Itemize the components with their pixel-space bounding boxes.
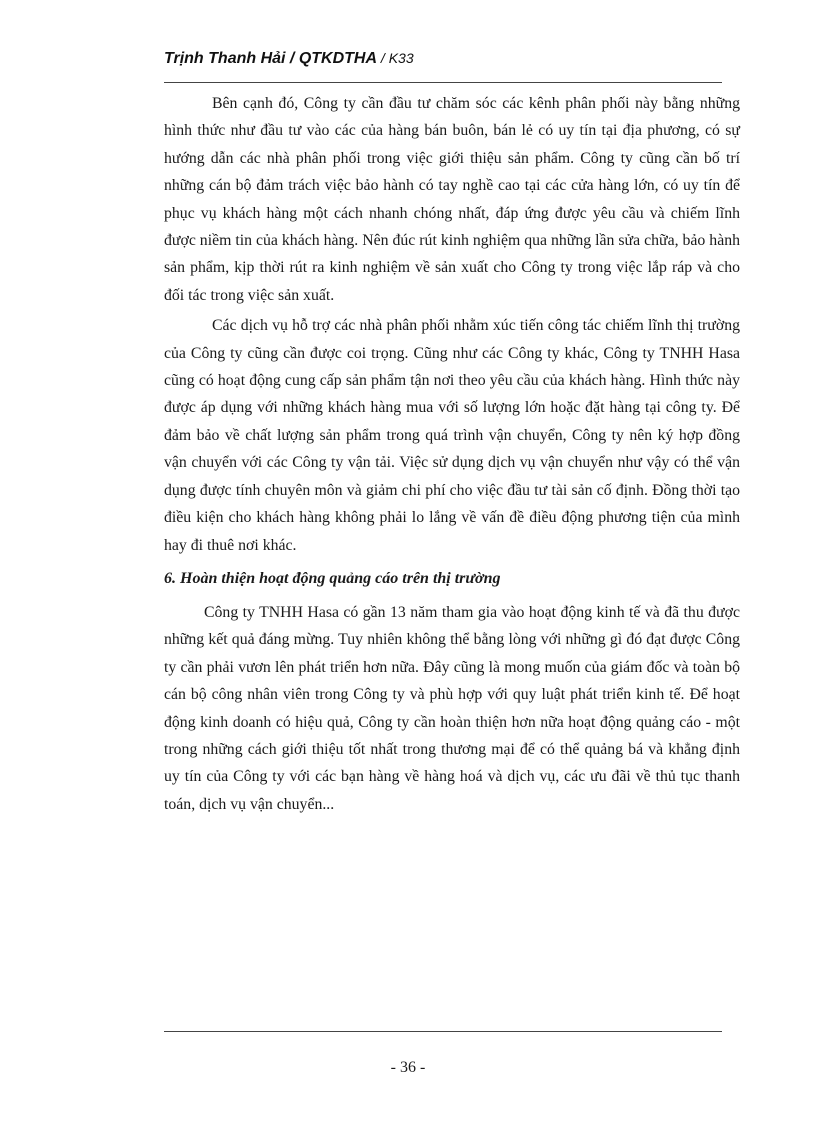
paragraph-support-services: Các dịch vụ hỗ trợ các nhà phân phối nhằm xúc tiến công tác chiếm lĩnh thị trường của Công ty cũng cần được coi trọng. Cũng như các Công ty khác, Công ty TNHH Hasa cũng có hoạt động cung cấp sản phẩm tận nơi theo yêu cầu của khách hàng. Hình thức này được áp dụng với những khách hàng mua với số lượng lớn hoặc đặt hàng tại công ty. Để đảm bảo về chất lượng sản phẩm trong quá trình vận chuyển, Công ty nên ký hợp đồng vận chuyển với các Công ty vận tải. Việc sử dụng dịch vụ vận chuyển như vậy có thể vận dụng được tính chuyên môn và giảm chi phí cho việc đầu tư tài sản cố định. Đồng thời tạo điều kiện cho khách hàng không phải lo lắng về vấn đề điều động phương tiện của mình hay đi thuê nơi khác.	[164, 317, 740, 554]
paragraph-distribution-care: Bên cạnh đó, Công ty cần đầu tư chăm sóc các kênh phân phối này bằng những hình thức như đầu tư vào các của hàng bán buôn, bán lẻ có uy tín tại địa phương, có sự hướng dẫn các nhà phân phối trong việc giới thiệu sản phẩm. Công ty cũng cần bố trí những cán bộ đảm trách việc bảo hành có tay nghề cao tại các cửa hàng lớn, có uy tín để phục vụ khách hàng một cách nhanh chóng nhất, đáp ứng được yêu cầu và chiếm lĩnh được niềm tin của khách hàng. Nên đúc rút kinh nghiệm qua những lần sửa chữa, bảo hành sản phẩm, kịp thời rút ra kinh nghiệm về sản xuất cho Công ty trong việc lắp ráp và cho đối tác trong việc sản xuất.	[164, 95, 740, 304]
header-cohort: / K33	[377, 50, 414, 66]
header-author-course: Trịnh Thanh Hải / QTKDTHA	[164, 50, 378, 67]
section-heading: 6. Hoàn thiện hoạt động quảng cáo trên thị trường	[164, 569, 501, 587]
page-header	[164, 48, 724, 82]
header-text	[164, 48, 724, 69]
header-divider	[164, 82, 722, 83]
document-body	[164, 90, 740, 821]
page-number: - 36 -	[390, 1059, 426, 1076]
paragraph-advertising: Công ty TNHH Hasa có gần 13 năm tham gia vào hoạt động kinh tế và đã thu được những kết quả đáng mừng. Tuy nhiên không thể bằng lòng với những gì đó đạt được Công ty cần phải vươn lên phát triển hơn nữa. Đây cũng là mong muốn của giám đốc và toàn bộ cán bộ công nhân viên trong Công ty và phù hợp với quy luật phát triển kinh tế. Để hoạt động kinh doanh có hiệu quả, Công ty cần hoàn thiện hơn nữa hoạt động quảng cáo - một trong những cách giới thiệu tốt nhất trong thương mại để có thể quảng bá và khẳng định uy tín của Công ty với các bạn hàng về hàng hoá và dịch vụ, các ưu đãi về thủ tục thanh toán, dịch vụ vận chuyển...	[164, 603, 740, 813]
footer-divider	[164, 1031, 722, 1032]
